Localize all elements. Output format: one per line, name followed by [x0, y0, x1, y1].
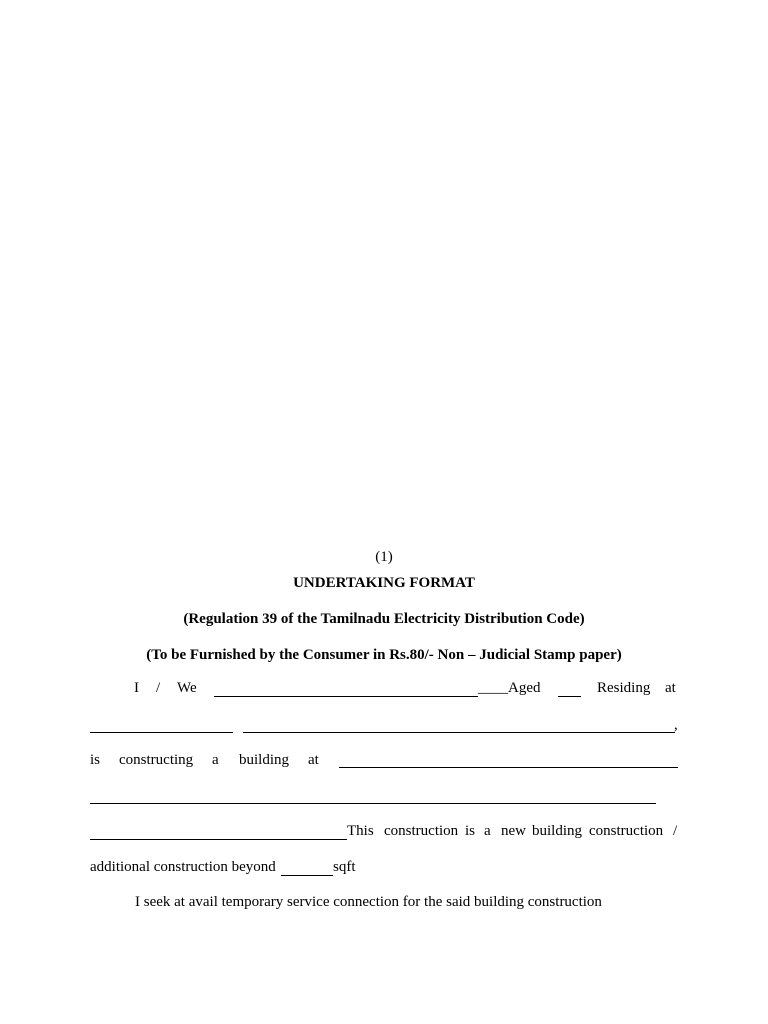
building-location-blank-1[interactable]: [339, 767, 678, 768]
stamp-paper-instruction: (To be Furnished by the Consumer in Rs.80/- Non – Judicial Stamp paper): [146, 647, 622, 663]
text-at-2: at: [308, 752, 319, 768]
text-building: building: [239, 752, 290, 768]
building-location-blank-2[interactable]: [90, 803, 656, 804]
sqft-blank[interactable]: [281, 875, 333, 876]
text-slash: /: [156, 680, 161, 696]
text-constructing: constructing: [119, 752, 194, 768]
text-we: We: [177, 680, 197, 696]
text-construction-is: is: [465, 823, 476, 839]
service-request-text: I seek at avail temporary service connection for the said building construction: [135, 894, 602, 910]
address-blank-2[interactable]: [243, 732, 675, 733]
page-number: (1): [375, 549, 393, 565]
building-location-blank-3[interactable]: [90, 839, 347, 840]
text-construction-construction: construction: [589, 823, 664, 839]
text-construction-this: This: [347, 823, 374, 839]
address-blank-1[interactable]: [90, 732, 233, 733]
text-construction-new: new: [501, 823, 526, 839]
text-i: I: [134, 680, 139, 696]
text-aged: ____Aged: [478, 680, 541, 696]
regulation-reference: (Regulation 39 of the Tamilnadu Electricity Distribution Code): [183, 611, 585, 627]
text-construction-building: building: [532, 823, 583, 839]
text-at: at: [665, 680, 676, 696]
text-is: is: [90, 752, 101, 768]
text-additional-construction: additional construction beyond: [90, 859, 276, 875]
text-comma: ,: [674, 717, 678, 733]
text-sqft: sqft: [333, 859, 356, 875]
text-construction-a: a: [484, 823, 491, 839]
age-blank[interactable]: [558, 696, 581, 697]
text-construction-slash: /: [673, 823, 678, 839]
name-blank[interactable]: [214, 696, 478, 697]
text-a: a: [212, 752, 219, 768]
text-construction-word: construction: [384, 823, 459, 839]
document-title: UNDERTAKING FORMAT: [293, 575, 475, 591]
text-residing: Residing: [597, 680, 651, 696]
